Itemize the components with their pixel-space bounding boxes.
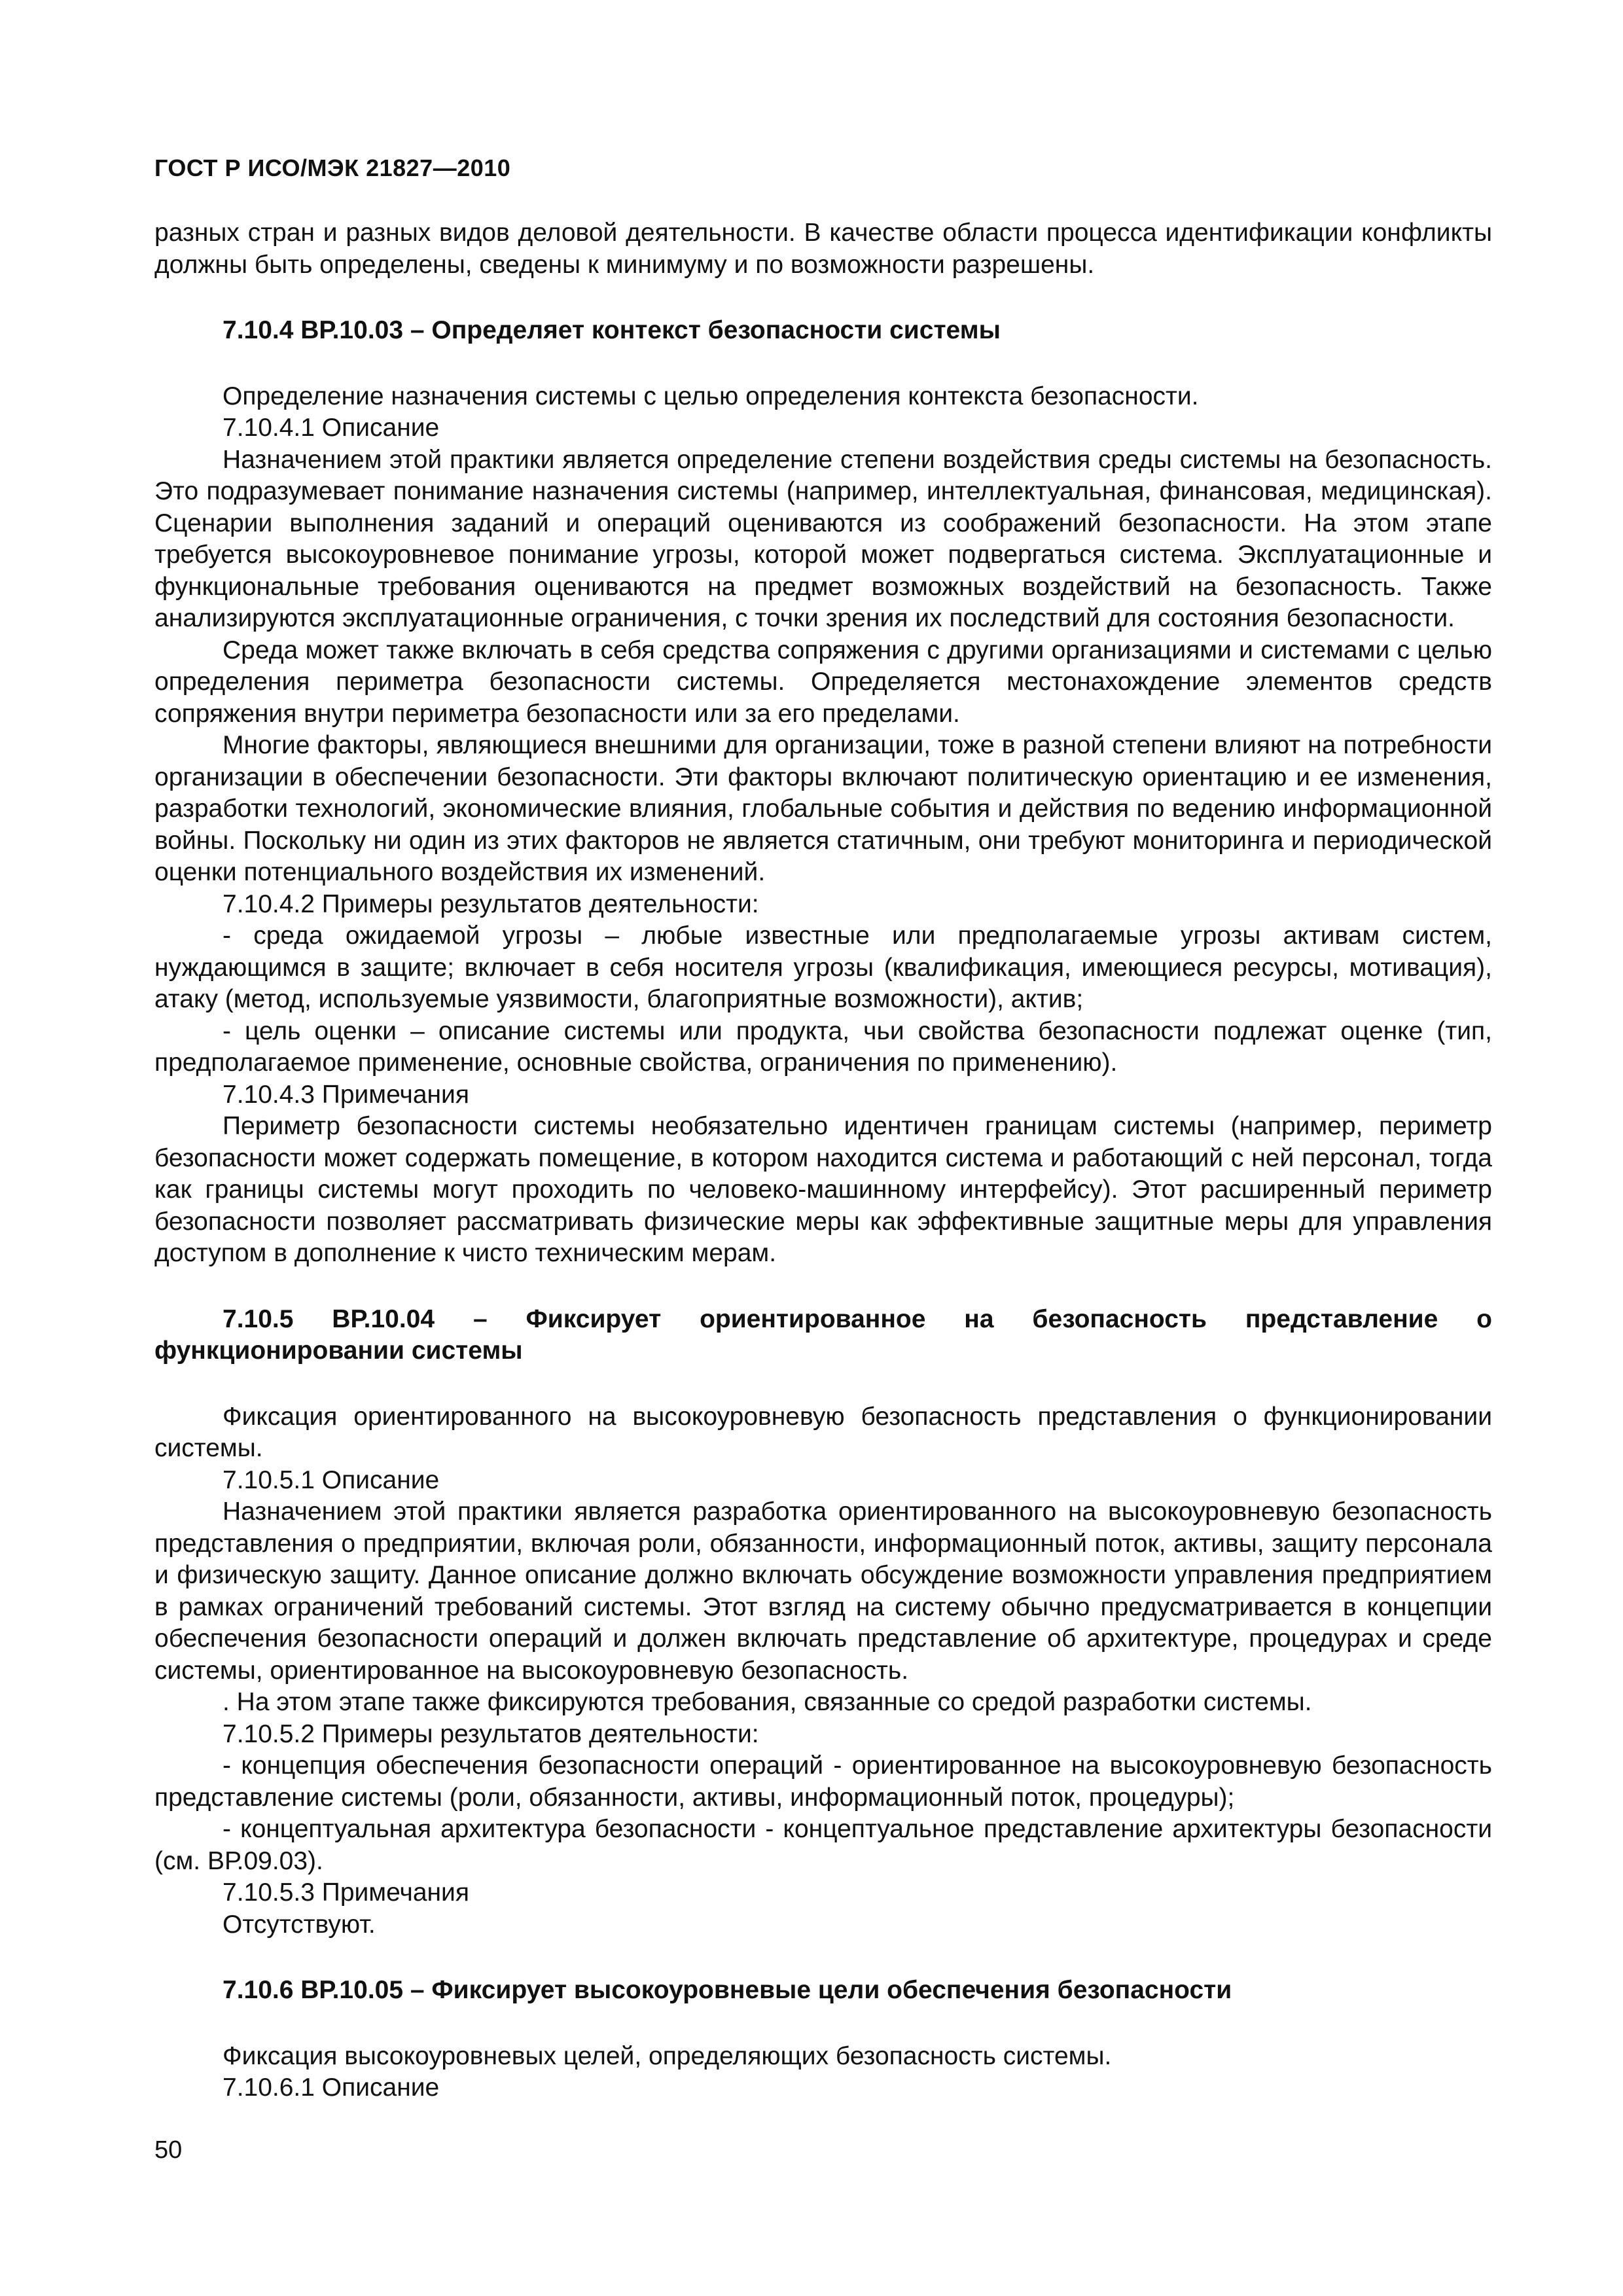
page-number: 50	[154, 2136, 183, 2164]
body-paragraph: Среда может также включать в себя средства сопряжения с другими организациями и системами с целью определения периметра безопасности системы. Определяется местонахождение элементов средств сопряжения внутри периметра безопасности или за его пределами.	[154, 636, 1492, 728]
body-paragraph: Назначением этой практики является разработка ориентированного на высокоуровневую безопасность представления о предприятии, включая роли, обязанности, информационный поток, активы, защиту персонала и физическую защиту. Данное описание должно включать обсуждение возможности управления предприятием в рамках ограничений требований системы. Этот взгляд на систему обычно предусматривается в концепции обеспечения безопасности операций и должен включать представление об архитектуре, процедурах и среде системы, ориентированное на высокоуровневую безопасность.	[154, 1498, 1492, 1685]
body-paragraph: Многие факторы, являющиеся внешними для организации, тоже в разной степени влияют на потребности организации в обеспечении безопасности. Эти факторы включают политическую ориентацию и ее изменения, разработки технологий, экономические влияния, глобальные события и действия по ведению информационной войны. Поскольку ни один из этих факторов не является статичным, они требуют мониторинга и периодической оценки потенциального воздействия их изменений.	[154, 731, 1492, 886]
section-summary: Фиксация высокоуровневых целей, определяющих безопасность системы.	[223, 2041, 1112, 2070]
subsection-label: 7.10.5.1 Описание	[223, 1465, 440, 1494]
section-heading-7-10-5: 7.10.5 ВР.10.04 – Фиксирует ориентированное на безопасность представление о функционировании системы	[154, 1304, 1492, 1365]
subsection-label: 7.10.6.1 Описание	[223, 2073, 440, 2102]
section-heading-7-10-4: 7.10.4 ВР.10.03 – Определяет контекст безопасности системы	[223, 316, 1001, 344]
section-summary: Определение назначения системы с целью определения контекста безопасности.	[223, 382, 1199, 410]
intro-paragraph: разных стран и разных видов деловой деятельности. В качестве области процесса идентификации конфликты должны быть определены, сведены к минимуму и по возможности разрешены.	[154, 219, 1492, 279]
body-paragraph: Назначением этой практики является определение степени воздействия среды системы на безопасность. Это подразумевает понимание назначения системы (например, интеллектуальная, финансовая, медицинская). Сценарии выполнения заданий и операций оцениваются из соображений безопасности. На этом этапе требуется высокоуровневое понимание угрозы, которой может подвергаться система. Эксплуатационные и функциональные требования оцениваются на предмет возможных воздействий на безопасность. Также анализируются эксплуатационные ограничения, с точки зрения их последствий для состояния безопасности.	[154, 445, 1492, 632]
list-item: - цель оценки – описание системы или продукта, чьи свойства безопасности подлежат оценке (тип, предполагаемое применение, основные свойства, ограничения по применению).	[154, 1016, 1492, 1077]
body-paragraph: . На этом этапе также фиксируются требования, связанные со средой разработки системы.	[223, 1688, 1312, 1716]
subsection-label: 7.10.4.2 Примеры результатов деятельности:	[223, 889, 759, 918]
subsection-label: 7.10.5.2 Примеры результатов деятельности:	[223, 1719, 759, 1748]
list-item: - концепция обеспечения безопасности операций - ориентированное на высокоуровневую безопасность представление системы (роли, обязанности, активы, информационный поток, процедуры);	[154, 1751, 1492, 1812]
section-summary: Фиксация ориентированного на высокоуровневую безопасность представления о функционировании системы.	[154, 1402, 1492, 1462]
list-item: - среда ожидаемой угрозы – любые известные или предполагаемые угрозы активам систем, нуждающимся в защите; включает в себя носителя угрозы (квалификация, имеющиеся ресурсы, мотивация), атаку (метод, используемые уязвимости, благоприятные возможности), актив;	[154, 922, 1492, 1013]
subsection-label: 7.10.5.3 Примечания	[223, 1878, 469, 1907]
list-item: - концептуальная архитектура безопасности - концептуальное представление архитектуры безопасности (см. ВР.09.03).	[154, 1815, 1492, 1875]
document-header: ГОСТ Р ИСО/МЭК 21827—2010	[154, 154, 511, 181]
section-heading-7-10-6: 7.10.6 ВР.10.05 – Фиксирует высокоуровневые цели обеспечения безопасности	[223, 1976, 1232, 2004]
subsection-label: 7.10.4.3 Примечания	[223, 1080, 469, 1109]
body-paragraph: Отсутствуют.	[223, 1910, 376, 1939]
body-paragraph: Периметр безопасности системы необязательно идентичен границам системы (например, периметр безопасности может содержать помещение, в котором находится система и работающий с ней персонал, тогда как границы системы могут проходить по человеко-машинному интерфейсу). Этот расширенный периметр безопасности позволяет рассматривать физические меры как эффективные защитные меры для управления доступом в дополнение к чисто техническим мерам.	[154, 1112, 1492, 1267]
subsection-label: 7.10.4.1 Описание	[223, 414, 440, 442]
page-content	[154, 217, 1492, 2104]
